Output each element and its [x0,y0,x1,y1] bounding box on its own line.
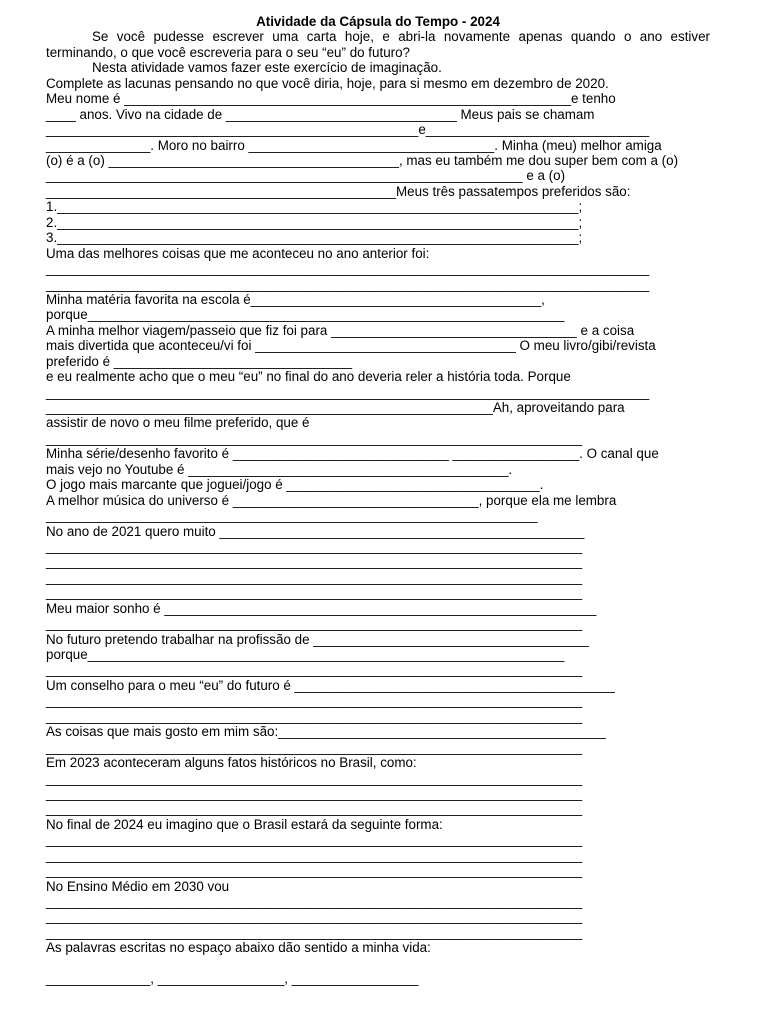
blank-spacer [46,956,710,971]
worksheet-line[interactable]: ________________________________________________________________________ [46,785,583,801]
worksheet-line[interactable]: O jogo mais marcante que joguei/jogo é __________________________________. [46,477,544,493]
worksheet-line[interactable]: Meu nome é ____________________________________________________________e tenho [46,91,616,107]
worksheet [46,14,710,987]
worksheet-line[interactable]: ________________________________________________________________________ [46,693,583,709]
worksheet-line[interactable]: ________________________________________________________________________ [46,863,583,879]
worksheet-line: No Ensino Médio em 2030 vou [46,878,230,894]
worksheet-line[interactable]: (o) é a (o) _______________________________________, mas eu também me dou super bem com a (o) [46,153,679,169]
worksheet-line[interactable]: No futuro pretendo trabalhar na profissão de _____________________________________ [46,631,589,647]
worksheet-line[interactable]: ____________________________________________________________Ah, aproveitando para [46,400,625,416]
worksheet-line[interactable]: _________________________________________________________________________________ [46,261,650,277]
worksheet-line[interactable]: 2.______________________________________________________________________; [46,214,583,230]
worksheet-line: As palavras escritas no espaço abaixo dão sentido a minha vida: [46,940,431,956]
worksheet-line[interactable]: Meu maior sonho é __________________________________________________________ [46,600,597,616]
worksheet-line: e eu realmente acho que o meu “eu” no final do ano deveria reler a história toda. Porque [46,369,571,385]
worksheet-line[interactable]: ________________________________________________________________________ [46,801,583,817]
worksheet-line[interactable]: Um conselho para o meu “eu” do futuro é ___________________________________________ [46,677,615,693]
worksheet-line[interactable]: mais vejo no Youtube é ___________________________________________. [46,461,513,477]
worksheet-line: Em 2023 aconteceram alguns fatos históricos no Brasil, como: [46,755,417,771]
worksheet-line[interactable]: ________________________________________________________________________ [46,924,583,940]
worksheet-line[interactable]: As coisas que mais gosto em mim são:____________________________________________ [46,724,606,740]
worksheet-line[interactable]: ________________________________________________________________________ [46,569,583,585]
worksheet-line[interactable]: _________________________________________________________________________________ [46,276,650,292]
worksheet-line[interactable]: ________________________________________________________________________ [46,909,583,925]
worksheet-line[interactable]: ________________________________________________________________________ [46,430,583,446]
worksheet-line[interactable]: Minha matéria favorita na escola é_______________________________________, [46,291,545,307]
worksheet-line[interactable]: 3.______________________________________________________________________; [46,230,583,246]
intro-paragraph-2: Nesta atividade vamos fazer este exercício de imaginação. [92,60,442,76]
worksheet-line[interactable]: porque________________________________________________________________ [46,307,565,323]
worksheet-line[interactable]: ________________________________________________________________________ [46,894,583,910]
worksheet-line[interactable]: Minha série/desenho favorito é _____________________________ _________________. O canal que [46,446,659,462]
worksheet-line[interactable]: ________________________________________________________________________ [46,616,583,632]
fill-in-lines [46,91,710,986]
worksheet-line[interactable]: _________________________________________________________________________________ [46,384,650,400]
worksheet-line[interactable]: No ano de 2021 quero muito _________________________________________________ [46,523,585,539]
worksheet-line[interactable]: A minha melhor viagem/passeio que fiz foi para _________________________________ e a coisa [46,322,635,338]
worksheet-line[interactable]: preferido é ________________________________ [46,353,353,369]
worksheet-line[interactable]: ________________________________________________________________ e a (o) [46,168,566,184]
worksheet-line[interactable]: ________________________________________________________________________ [46,662,583,678]
intro-paragraph-1: Se você pudesse escrever uma carta hoje, e abri-la novamente apenas quando o ano estiver terminando, o que você escreveria para o seu “eu” do futuro? [46,29,710,60]
worksheet-line[interactable]: ________________________________________________________________________ [46,585,583,601]
worksheet-line[interactable]: A melhor música do universo é _________________________________, porque ela me lembra [46,492,617,508]
worksheet-line: assistir de novo o meu filme preferido, que é [46,415,310,431]
worksheet-line[interactable]: ________________________________________________________________________ [46,554,583,570]
worksheet-line[interactable]: ________________________________________________________________________ [46,739,583,755]
worksheet-line[interactable]: ________________________________________________________________________ [46,538,583,554]
worksheet-line[interactable]: __________________________________________________e______________________________ [46,122,650,138]
worksheet-line[interactable]: porque________________________________________________________________ [46,647,565,663]
worksheet-line[interactable]: __________________________________________________________________ [46,508,538,524]
worksheet-line: Uma das melhores coisas que me aconteceu no ano anterior foi: [46,245,430,261]
worksheet-line[interactable]: ________________________________________________________________________ [46,847,583,863]
worksheet-line: No final de 2024 eu imagino que o Brasil estará da seguinte forma: [46,816,443,832]
worksheet-line[interactable]: ________________________________________________________________________ [46,832,583,848]
worksheet-line[interactable]: ________________________________________________________________________ [46,708,583,724]
worksheet-line[interactable]: ________________________________________________________________________ [46,770,583,786]
intro-paragraph-3: Complete as lacunas pensando no que você diria, hoje, para si mesmo em dezembro de 2020. [46,75,609,91]
worksheet-line[interactable]: mais divertida que aconteceu/vi foi ___________________________________ O meu livro/gibi/revista [46,338,656,354]
worksheet-line[interactable]: ______________, _________________, _________________ [46,971,419,987]
worksheet-line[interactable]: _______________________________________________Meus três passatempos preferidos são: [46,183,631,199]
worksheet-line[interactable]: ____ anos. Vivo na cidade de _______________________________ Meus pais se chamam [46,106,595,122]
worksheet-title: Atividade da Cápsula do Tempo - 2024 [256,14,500,29]
worksheet-line[interactable]: ______________. Moro no bairro _________________________________. Minha (meu) melhor amiga [46,137,662,153]
worksheet-line[interactable]: 1.______________________________________________________________________; [46,199,583,215]
